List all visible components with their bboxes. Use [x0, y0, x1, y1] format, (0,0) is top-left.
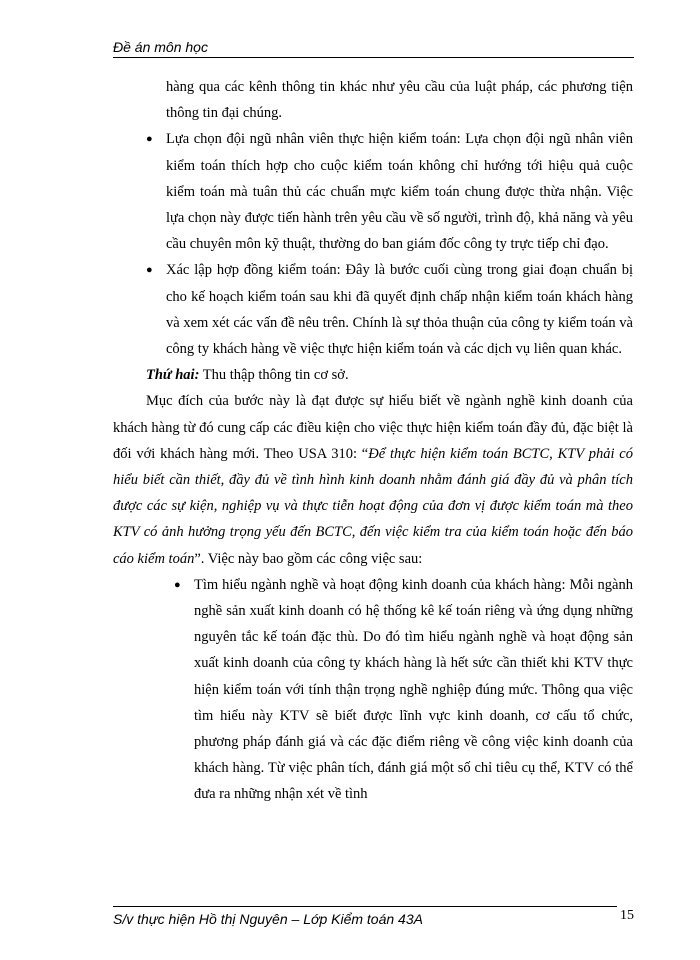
- footer-text: S/v thực hiện Hồ thị Nguyên – Lớp Kiểm toán 43A: [113, 911, 423, 927]
- page-footer: [113, 906, 617, 928]
- list-item-text: Tìm hiểu ngành nghề và hoạt động kinh doanh của khách hàng: Mỗi ngành nghề sản xuất kinh doanh có hệ thống kê kế toán riêng và ứng dụng những nguyên tắc kế toán đặc thù. Do đó tìm hiểu ngành nghề và hoạt động sản xuất kinh doanh của công ty khách hàng là hết sức cần thiết khi KTV thực hiện kiểm toán với tính thận trọng nghề nghiệp đúng mức. Thông qua việc tìm hiểu này KTV sẽ biết được lĩnh vực kinh doanh, cơ cấu tổ chức, phương pháp đánh giá và các đặc điểm riêng về công việc kinh doanh của khách hàng. Từ việc phân tích, đánh giá một số chỉ tiêu cụ thể, KTV có thể đưa ra những nhận xét về tình: [194, 576, 633, 803]
- section-title: Thu thập thông tin cơ sở.: [199, 367, 349, 384]
- paragraph-tail: ”. Việc này bao gồm các công việc sau:: [194, 550, 423, 567]
- quoted-standard: Để thực hiện kiểm toán BCTC, KTV phải có hiểu biết cần thiết, đầy đủ về tình hình kinh doanh nhằm đánh giá đầy đủ và phân tích được các sự kiện, nghiệp vụ và thực tiễn hoạt động của đơn vị được kiểm toán mà theo KTV có ảnh hưởng trọng yếu đến BCTC, đến việc kiểm tra của kiểm toán hoặc đến báo cáo kiểm toán: [113, 445, 633, 567]
- bullet-list: [113, 74, 633, 362]
- sub-bullet-list: [113, 572, 633, 808]
- section-heading: [113, 362, 633, 388]
- header-title: Đề án môn học: [113, 39, 208, 55]
- page-number: 15: [620, 908, 634, 923]
- list-item-continuation: [113, 74, 633, 126]
- list-item-text: Xác lập hợp đồng kiểm toán: Đây là bước cuối cùng trong giai đoạn chuẩn bị cho kế hoạch kiểm toán sau khi đã quyết định chấp nhận kiểm toán khách hàng và xem xét các vấn đề nêu trên. Chính là sự thỏa thuận của công ty kiểm toán và công ty khách hàng về việc thực hiện kiểm toán và các dịch vụ liên quan khác.: [166, 262, 633, 358]
- document-body: [113, 74, 633, 808]
- page-header: [113, 38, 634, 58]
- bullet-icon: ●: [146, 264, 153, 277]
- section-label: Thứ hai:: [146, 367, 200, 384]
- list-item-text: Lựa chọn đội ngũ nhân viên thực hiện kiểm toán: Lựa chọn đội ngũ nhân viên kiểm toán thích hợp cho cuộc kiểm toán không chỉ hướng tới hiệu quả cuộc kiểm toán mà tuân thủ các chuẩn mực kiểm toán chung được thừa nhận. Việc lựa chọn này được tiến hành trên yêu cầu về số người, trình độ, khả năng và yêu cầu chuyên môn kỹ thuật, thường do ban giám đốc công ty trực tiếp chỉ đạo.: [166, 131, 633, 253]
- list-item: [113, 572, 633, 808]
- list-item: [113, 126, 633, 257]
- body-paragraph: [113, 388, 633, 571]
- bullet-icon: ●: [146, 133, 153, 146]
- bullet-icon: ●: [174, 578, 181, 591]
- paragraph-lead: Mục đích của bước này là đạt được sự hiểu biết về ngành nghề kinh doanh của khách hàng từ đó cung cấp các điều kiện cho việc thực hiện kiểm toán đầy đủ, đặc biệt là đối với khách hàng mới. Theo USA 310: “: [113, 393, 633, 462]
- list-item: [113, 257, 633, 362]
- continuation-text: hàng qua các kênh thông tin khác như yêu cầu của luật pháp, các phương tiện thông tin đại chúng.: [166, 79, 633, 122]
